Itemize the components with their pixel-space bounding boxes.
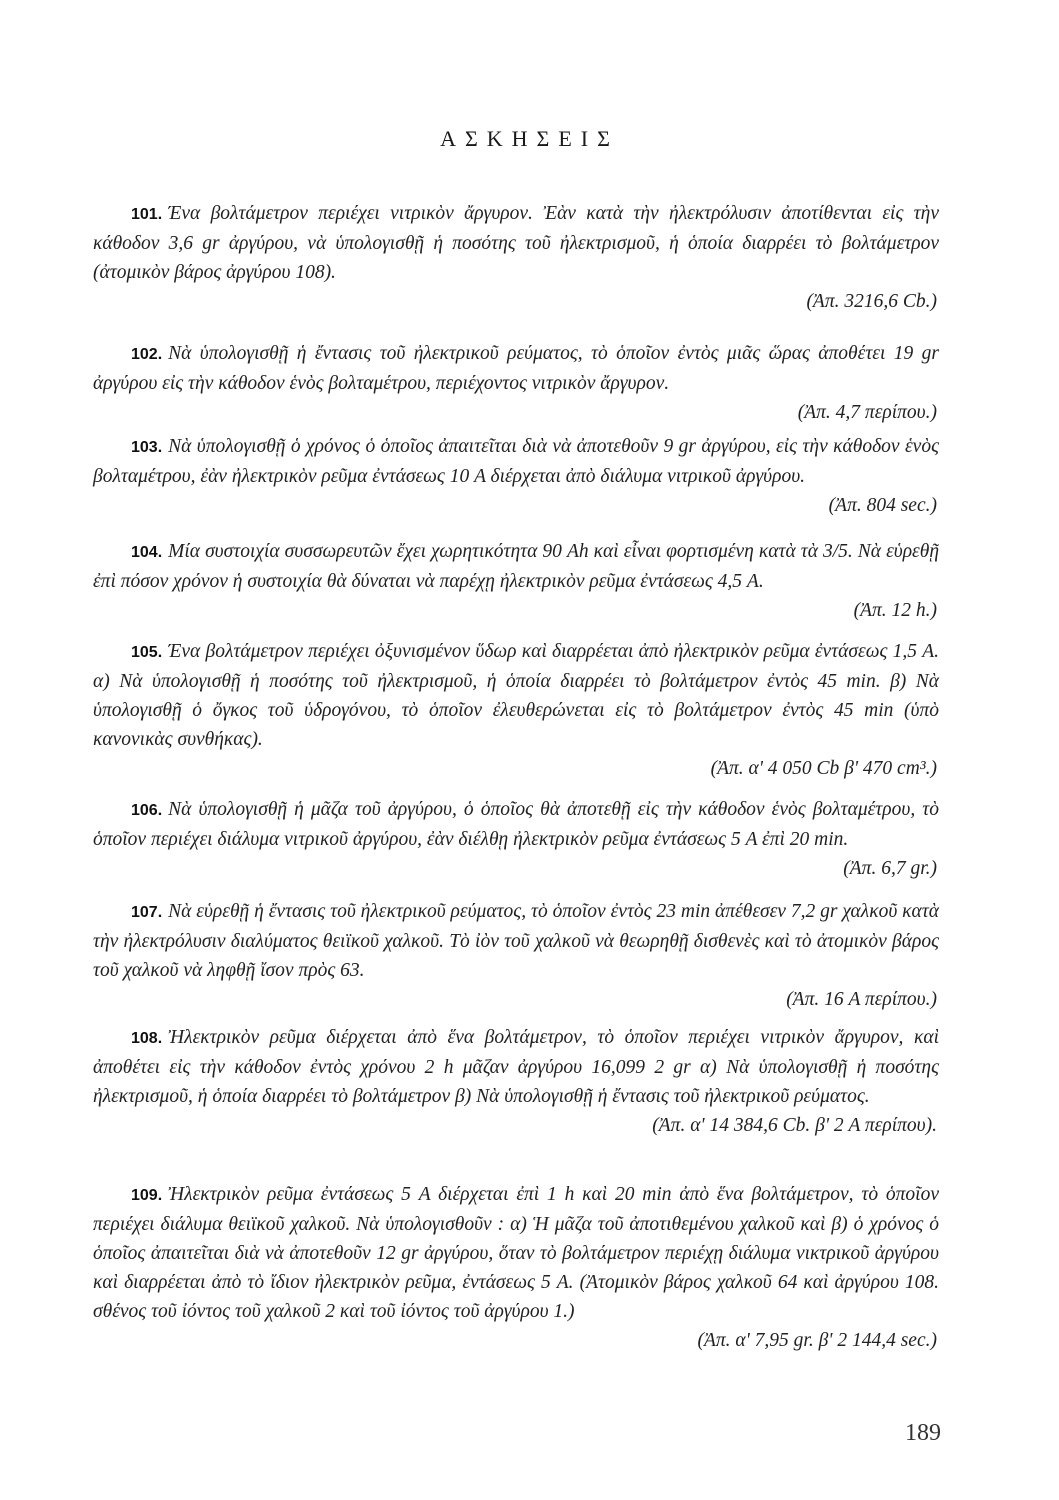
page-title: ΑΣΚΗΣΕΙΣ [440, 126, 619, 151]
exercise-102 [93, 339, 939, 427]
exercise-107 [93, 897, 939, 1014]
exercise-106 [93, 795, 939, 883]
exercise-number: 103. [131, 439, 163, 456]
exercise-text: Ἠλεκτρικὸν ρεῦμα διέρχεται ἀπὸ ἕνα βολτάμετρον, τὸ ὁποῖον περιέχει νιτρικὸν ἄργυρον, καὶ ἀποθέτει εἰς τὴν κάθοδον ἐντὸς χρόνου 2 h μᾶζαν ἀργύρου 16,099 2 gr α) Νὰ ὑπολογισθῇ ἡ ποσότης ἠλεκτρισμοῦ, ἡ ὁποία διαρρέει τὸ βολτάμετρον β) Νὰ ὑπολογισθῇ ἡ ἔντασις τοῦ ἠλεκτρικοῦ ρεύματος. [93, 1027, 939, 1107]
exercise-text: Ένα βολτάμετρον περιέχει ὀξυνισμένον ὕδωρ καὶ διαρρέεται ἀπὸ ἠλεκτρικὸν ρεῦμα ἐντάσεως 1,5 A. α) Νὰ ὑπολογισθῇ ἡ ποσότης τοῦ ἠλεκτρισμοῦ, ἡ ὁποία διαρρέει τὸ βολτάμετρον ἐντὸς 45 min. β) Νὰ ὑπολογισθῇ ὁ ὄγκος τοῦ ὑδρογόνου, τὸ ὁποῖον ἐλευθερώνεται εἰς τὸ βολτάμετρον ἐντὸς 45 min (ὑπὸ κανονικὰς συνθήκας). [93, 641, 939, 750]
exercise-108 [93, 1023, 939, 1140]
exercise-number: 101. [131, 206, 163, 223]
exercise-103 [93, 432, 939, 520]
page-number: 189 [905, 1420, 941, 1446]
exercise-text: Μία συστοιχία συσσωρευτῶν ἔχει χωρητικότητα 90 Ah καὶ εἶναι φορτισμένη κατὰ τὰ 3/5. Νὰ εὑρεθῇ ἐπὶ πόσον χρόνον ἡ συστοιχία θὰ δύναται νὰ παρέχῃ ἠλεκτρικὸν ρεῦμα ἐντάσεως 4,5 A. [93, 541, 939, 592]
exercise-number: 108. [131, 1030, 163, 1047]
exercise-answer: (Ἀπ. 16 A περίπου.) [786, 989, 937, 1010]
exercise-answer: (Ἀπ. α' 7,95 gr. β' 2 144,4 sec.) [697, 1330, 937, 1351]
exercise-text: Νὰ ὑπολογισθῇ ὁ χρόνος ὁ ὁποῖος ἀπαιτεῖται διὰ νὰ ἀποτεθοῦν 9 gr ἀργύρου, εἰς τὴν κάθοδον ἑνὸς βολταμέτρου, ἐὰν ἠλεκτρικὸν ρεῦμα ἐντάσεως 10 A διέρχεται ἀπὸ διάλυμα νιτρικοῦ ἀργύρου. [93, 436, 939, 487]
exercise-text: Νὰ ὑπολογισθῇ ἡ μᾶζα τοῦ ἀργύρου, ὁ ὁποῖος θὰ ἀποτεθῇ εἰς τὴν κάθοδον ἑνὸς βολταμέτρου, τὸ ὁποῖον περιέχει διάλυμα νιτρικοῦ ἀργύρου, ἐὰν διέλθῃ ἠλεκτρικὸν ρεῦμα ἐντάσεως 5 A ἐπὶ 20 min. [93, 799, 939, 850]
exercise-105 [93, 637, 939, 783]
exercise-104 [93, 537, 939, 625]
exercise-answer: (Ἀπ. 4,7 περίπου.) [797, 402, 937, 423]
exercise-number: 105. [131, 644, 163, 661]
exercise-101 [93, 199, 939, 316]
exercise-answer: (Ἀπ. α' 4 050 Cb β' 470 cm³.) [710, 758, 937, 779]
exercise-number: 107. [131, 904, 163, 921]
exercise-answer: (Ἀπ. 6,7 gr.) [843, 858, 937, 879]
exercise-answer: (Ἀπ. 12 h.) [853, 600, 937, 621]
exercise-text: Ἠλεκτρικὸν ρεῦμα ἐντάσεως 5 A διέρχεται ἐπὶ 1 h καὶ 20 min ἀπὸ ἕνα βολτάμετρον, τὸ ὁποῖον περιέχει διάλυμα θειϊκοῦ χαλκοῦ. Νὰ ὑπολογισθοῦν : α) Ἡ μᾶζα τοῦ ἀποτιθεμένου χαλκοῦ καὶ β) ὁ χρόνος ὁ ὁποῖος ἀπαιτεῖται διὰ νὰ ἀποτεθοῦν 12 gr ἀργύρου, ὅταν τὸ βολτάμετρον περιέχῃ διάλυμα νικτρικοῦ ἀργύρου καὶ διαρρέεται ἀπὸ τὸ ἴδιον ἠλεκτρικὸν ρεῦμα, ἐντάσεως 5 A. (Ἀτομικὸν βάρος χαλκοῦ 64 καὶ ἀργύρου 108. σθένος τοῦ ἰόντος τοῦ χαλκοῦ 2 καὶ τοῦ ἰόντος τοῦ ἀργύρου 1.) [93, 1184, 939, 1322]
exercise-number: 106. [131, 802, 163, 819]
exercise-109 [93, 1180, 939, 1355]
exercise-number: 104. [131, 544, 163, 561]
exercise-text: Νὰ ὑπολογισθῇ ἡ ἔντασις τοῦ ἠλεκτρικοῦ ρεύματος, τὸ ὁποῖον ἐντὸς μιᾶς ὥρας ἀποθέτει 19 gr ἀργύρου εἰς τὴν κάθοδον ἑνὸς βολταμέτρου, περιέχοντος νιτρικὸν ἄργυρον. [93, 343, 939, 394]
exercise-answer: (Ἀπ. α' 14 384,6 Cb. β' 2 A περίπου). [652, 1115, 937, 1136]
exercise-answer: (Ἀπ. 804 sec.) [828, 495, 937, 516]
exercise-number: 109. [131, 1187, 163, 1204]
exercise-answer: (Ἀπ. 3216,6 Cb.) [806, 291, 937, 312]
exercise-text: Νὰ εὑρεθῇ ἡ ἔντασις τοῦ ἠλεκτρικοῦ ρεύματος, τὸ ὁποῖον ἐντὸς 23 min ἀπέθεσεν 7,2 gr χαλκοῦ κατὰ τὴν ἠλεκτρόλυσιν διαλύματος θειϊκοῦ χαλκοῦ. Τὸ ἰὸν τοῦ χαλκοῦ νὰ θεωρηθῇ δισθενὲς καὶ τὸ ἀτομικὸν βάρος τοῦ χαλκοῦ νὰ ληφθῇ ἴσον πρὸς 63. [93, 901, 939, 981]
exercise-number: 102. [131, 346, 163, 363]
exercise-text: Ένα βολτάμετρον περιέχει νιτρικὸν ἄργυρον. Ἐὰν κατὰ τὴν ἠλεκτρόλυσιν ἀποτίθενται εἰς τὴν κάθοδον 3,6 gr ἀργύρου, νὰ ὑπολογισθῇ ἡ ποσότης τοῦ ἠλεκτρισμοῦ, ἡ ὁποία διαρρέει τὸ βολτάμετρον (ἀτομικὸν βάρος ἀργύρου 108). [93, 203, 939, 283]
